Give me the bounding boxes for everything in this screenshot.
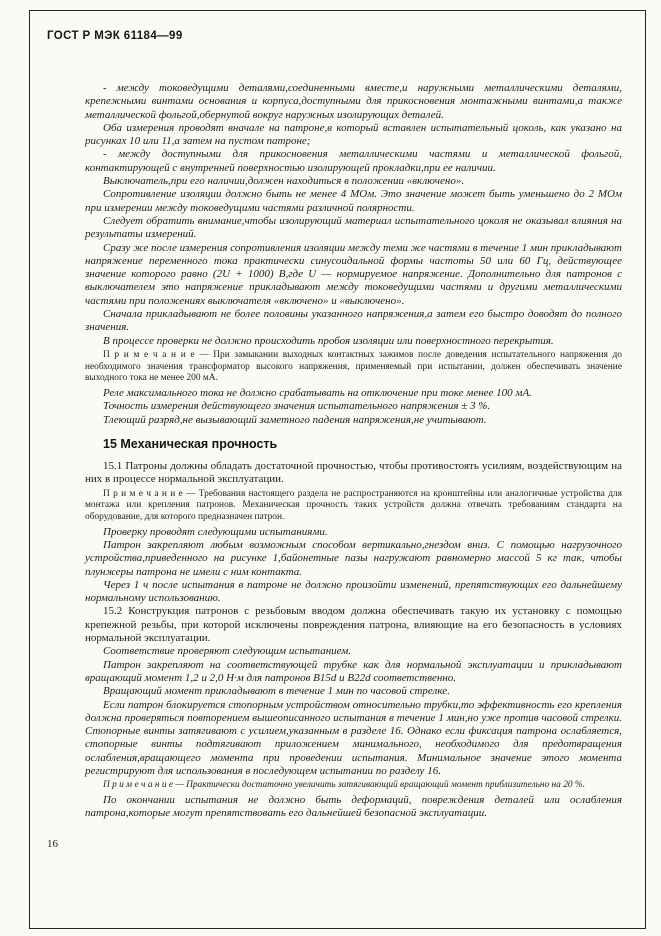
paragraph: Следует обратить внимание,чтобы изолирующий материал испытательного цоколя не оказывал влияния на результаты измерений. xyxy=(85,214,622,241)
paragraph: 15.2 Конструкция патронов с резьбовым вводом должна обеспечивать такую их установку с помощью крепежной резьбы, при которой исключены повреждения патрона, влияющие на его безопасность в условиях нормальной эксплуатации. xyxy=(85,605,622,645)
paragraph: Точность измерения действующего значения испытательного напряжения ± 3 %. xyxy=(103,400,491,413)
paragraph: По окончании испытания не должно быть деформаций, повреждения деталей или ослабления патрона,которые могут препятствовать его дальнейшей безопасной эксплуатации. xyxy=(85,793,622,820)
paragraph: В процессе проверки не должно происходить пробоя изоляции или поверхностного перекрытия. xyxy=(103,334,554,347)
paragraph: 15.1 Патроны должны обладать достаточной прочностью, чтобы противостоять усилиям, воздействующим на них в процессе нормальной эксплуатации. xyxy=(85,459,622,486)
paragraph: Если патрон блокируется стопорным устройством относительно трубки,то эффективность его крепления должна проверяться повторением вышеописанного испытания в течение 1 мин,но уже против часовой стрелки. Стопорные винты затягивают с усилием,указанным в разделе 16. Однако если фиксация патрона ослабляется, стопорные винты подтягивают приложением минимального, необходимого для предотвращения ослабления,вращающего момента при проведении испытания. Минимальное значение этого момента регистрируют для использования в последующем испытании по разделу 16. xyxy=(85,698,622,777)
paragraph: Соответствие проверяют следующим испытанием. xyxy=(103,645,352,658)
document-header-title: ГОСТ Р МЭК 61184—99 xyxy=(47,30,183,42)
paragraph: П р и м е ч а н и е — При замыкании выходных контактных зажимов после доведения испытательного напряжения до необходимого значения трансформатор высокого напряжения, применяемый при испытании, должен обеспечивать значение выходного тока не менее 200 мА. xyxy=(85,349,622,384)
paragraph: - между токоведущими деталями,соединенными вместе,и наружными металлическими деталями, крепежными винтами основания и корпуса,доступными для прикосновения монтажными винтами,а также металлической фольгой,обернутой вокруг наружных изолирующих деталей. xyxy=(85,82,622,121)
paragraph: Сразу же после измерения сопротивления изоляции между теми же частями в течение 1 мин прикладывают напряжение переменного тока практически синусоидальной формы частоты 50 или 60 Гц, действующее значение которого равно (2U + 1000) В,где U — нормируемое напряжение. Дополнительно для патронов с выключателем это напряжение прикладывают между токоведущими частями и другими металлическими частями при положениях выключателя «включено» и «выключено». xyxy=(85,241,622,307)
paragraph: Патрон закрепляют на соответствующей трубке как для нормальной эксплуатации и прикладывают вращающий момент 1,2 и 2,0 Н·м для патронов B15d и B22d соответственно. xyxy=(85,658,622,684)
paragraph: Реле максимального тока не должно срабатывать на отключение при токе менее 100 мА. xyxy=(103,387,532,400)
paragraph: П р и м е ч а н и е — Практически достаточно увеличить затягивающий вращающий момент приблизительно на 20 %. xyxy=(103,780,586,791)
paragraph: Тлеющий разряд,не вызывающий заметного падения напряжения,не учитывают. xyxy=(103,413,487,426)
paragraph: Проверку проводят следующими испытаниями. xyxy=(103,525,328,538)
paragraph: Сопротивление изоляции должно быть не менее 4 МОм. Это значение может быть уменьшено до 2 МОм при измерении между токоведущими частями различной полярности. xyxy=(85,188,622,214)
paragraph: Вращающий момент прикладывают в течение 1 мин по часовой стрелке. xyxy=(103,685,450,698)
paragraph: П р и м е ч а н и е — Требования настоящего раздела не распространяются на кронштейны или аналогичные устройства для монтажа или крепления патронов. Механическая прочность таких устройств должна отвечать требованиям стандарта на оборудование, для которого предназначен патрон. xyxy=(85,488,622,522)
paragraph: Патрон закрепляют любым возможным способом вертикально,гнездом вниз. С помощью нагрузочного устройства,приведенного на рисунке 1,байонетные пазы нагружают равномерно массой 5 кг так, чтобы плунжеры патрона не имели с ним контакта. xyxy=(85,538,622,578)
page-number: 16 xyxy=(47,838,58,850)
section-heading: 15 Механическая прочность xyxy=(103,436,278,451)
paragraph: - между доступными для прикосновения металлическими частями и металлической фольгой, контактирующей с внутренней поверхностью изолирующей прокладки,при ее наличии. xyxy=(85,148,622,174)
document-body xyxy=(85,82,622,821)
paragraph: Сначала прикладывают не более половины указанного напряжения,а затем его быстро доводят до полного значения. xyxy=(85,308,622,334)
paragraph: Через 1 ч после испытания в патроне не должно произойти изменений, препятствующих его дальнейшему нормальному использованию. xyxy=(85,578,622,605)
paragraph: Оба измерения проводят вначале на патроне,в который вставлен испытательный цоколь, как указано на рисунках 10 или 11,а затем на пустом патроне; xyxy=(85,121,622,148)
paragraph: Выключатель,при его наличии,должен находиться в положении «включено». xyxy=(103,175,465,188)
